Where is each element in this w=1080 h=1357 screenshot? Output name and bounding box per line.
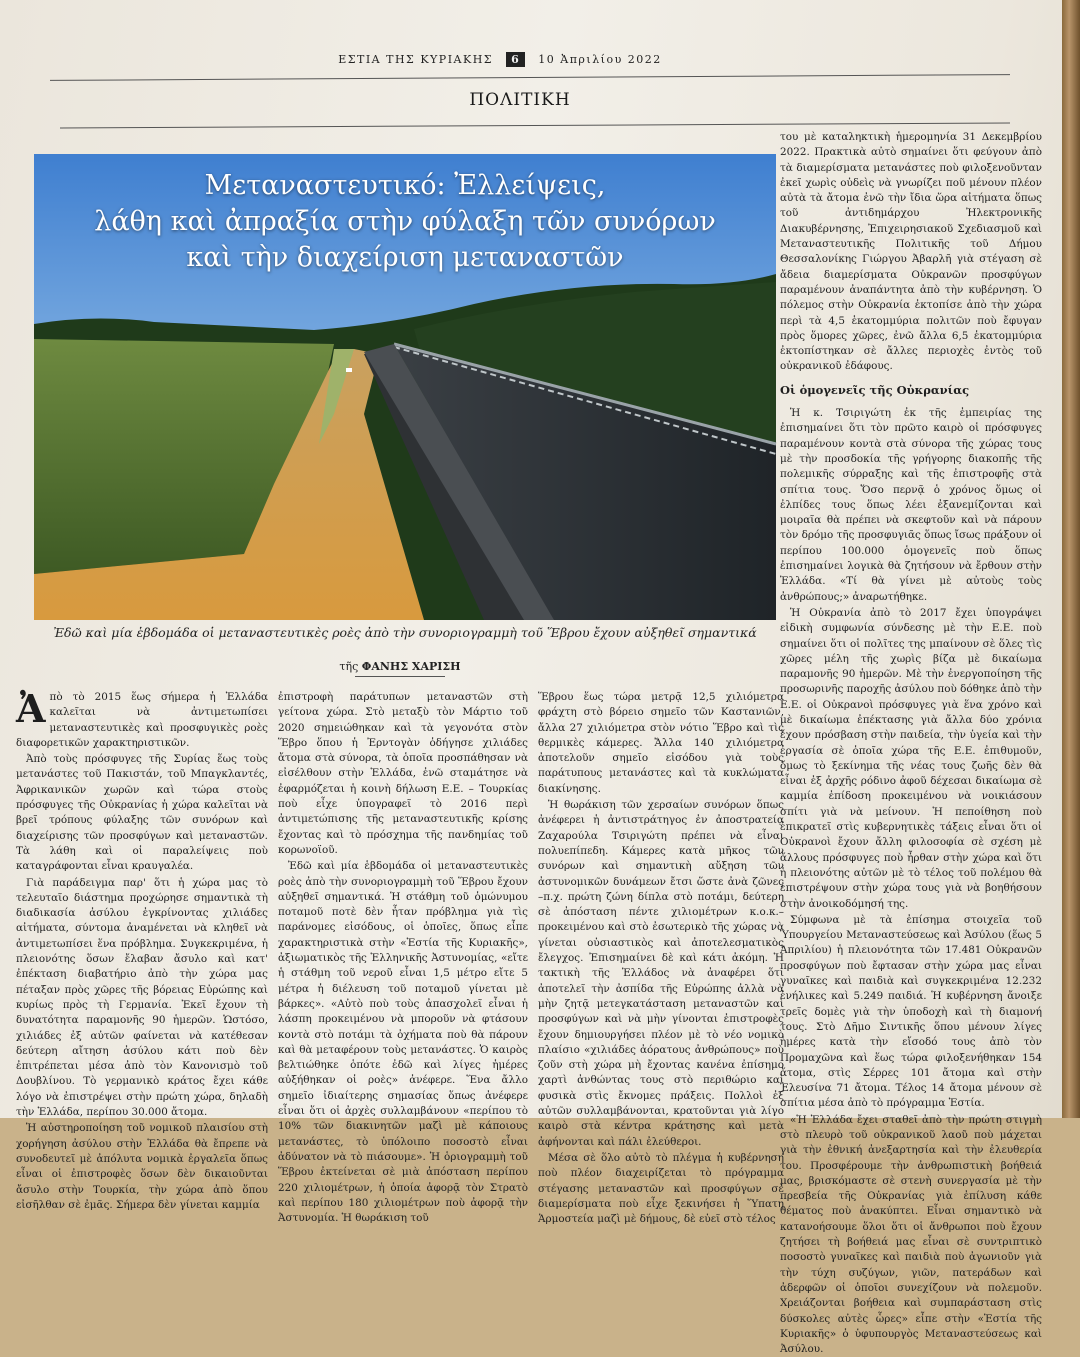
paragraph-text: πὸ τὸ 2015 ἕως σήμερα ἡ Ἑλλάδα καλεῖται νὰ ἀντιμετωπίσει μεταναστευτικὲς καὶ προσφυγικὲς ροὲς διαφορετικῶν χαρακτηριστικῶν.: [16, 691, 268, 749]
byline-rule: [355, 676, 445, 677]
headline-line-3: καὶ τὴν διαχείριση μεταναστῶν: [186, 242, 624, 273]
paragraph: Ἀπὸ τοὺς πρόσφυγες τῆς Συρίας ἕως τοὺς μετανάστες τοῦ Πακιστάν, τοῦ Μπαγκλαντές, Ἀφρικανικῶν χωρῶν καὶ τώρα στοὺς πρόσφυγες τῆς Οὐκρανίας ἡ χώρα καλεῖται νὰ βρεῖ τρόπους φύλαξης τῶν συνόρων καὶ διαχείρισης τῶν προσφύγων καὶ μεταναστῶν. Τὰ λάθη καὶ οἱ παραλείψεις ποὺ καταγράφονται εἶναι κραυγαλέα.: [16, 753, 268, 873]
subheading: Οἱ ὁμογενεῖς τῆς Οὐκρανίας: [780, 382, 970, 397]
headline-line-1: Μεταναστευτικό: Ἐλλείψεις,: [204, 170, 606, 201]
byline-author: ΦΑΝΗΣ ΧΑΡΙΣΗ: [361, 660, 461, 673]
paper-name: ΕΣΤΙΑ ΤΗΣ ΚΥΡΙΑΚΗΣ: [338, 53, 494, 66]
paragraph: Ἡ κ. Τσιριγώτη ἐκ τῆς ἐμπειρίας της ἐπισημαίνει ὅτι τὸν πρῶτο καιρὸ οἱ πρόσφυγες παραμένουν κοντὰ στὰ σύνορα τῆς χώρας τους μὲ τὴν προσδοκία τῆς γρήγορης διακοπῆς τῆς πολεμικῆς σύρραξης καὶ τῆς ἐπιστροφῆς στὰ σπίτια τους. Ὅσο περνᾷ ὁ χρόνος ὅμως οἱ ἐλπίδες τους ὅπως λέει ἐξανεμίζονται καὶ μοιραῖα θὰ πρέπει νὰ σκεφτοῦν καὶ νὰ πάρουν τὸν δρόμο τῆς προσφυγιᾶς ὅπως ἴσως πράξουν οἱ περίπου 100.000 ὁμογενεῖς ποὺ ὅπως ἐπισημαίνει λογικὰ θὰ ζητήσουν νὰ ἔρθουν στὴν Ἑλλάδα. «Τί θὰ γίνει μὲ αὐτοὺς τοὺς ἀνθρώπους;» ἀναρωτήθηκε.: [780, 407, 1042, 603]
paragraph: Σύμφωνα μὲ τὰ ἐπίσημα στοιχεῖα τοῦ Ὑπουργείου Μεταναστεύσεως καὶ Ἀσύλου (ἕως 5 Ἀπριλίου) ἡ πλειονότητα τῶν 17.481 Οὐκρανῶν προσφύγων ποὺ ἔφτασαν στὴν χώρα μας εἶναι γυναῖκες καὶ παιδιὰ καὶ συγκεκριμένα 12.232 ἐνήλικες καὶ 5.249 παιδιά. Ἡ κυβέρνηση ἄνοιξε τρεῖς δομὲς γιὰ τὴν ὑποδοχὴ καὶ τὴ διαμονή τους. Στὸ Δῆμο Σιντικῆς ὅπου μένουν λίγες ἡμέρες κατὰ τὴν εἴσοδό τους ἀπὸ τὸν Προμαχῶνα καὶ ἕως τώρα φιλοξενήθηκαν 154 ἄτομα, στὶς Σέρρες 101 ἄτομα καὶ στὴν Ἐλευσίνα 71 ἄτομα. Τέλος 14 ἄτομα μένουν σὲ σπίτια μέσα ἀπὸ τὸ πρόγραμμα Ἑστία.: [780, 913, 1042, 1110]
section-rule: [60, 123, 1010, 129]
paragraph: Ἐδῶ καὶ μία ἑβδομάδα οἱ μεταναστευτικὲς ροὲς ἀπὸ τὴν συνοριογραμμὴ τοῦ Ἕβρου ἔχουν αὐξηθεῖ σημαντικά. Ἡ στάθμη τοῦ ὁμώνυμου ποταμοῦ ποτὲ δὲν ἦταν πρόβλημα γιὰ τὶς παράνομες εἰσόδους, οἱ ὁποῖες, ὅπως εἶπε χαρακτηριστικὰ στὴν «Ἑστία τῆς Κυριακῆς», ἀξιωματικὸς τῆς Ἑλληνικῆς Ἀστυνομίας, «εἴτε ἡ στάθμη τοῦ νεροῦ εἶναι 1,5 μέτρο εἴτε 5 μέτρα ἡ διέλευση τοῦ ποταμοῦ γίνεται μὲ βάρκες». «Αὐτὸ ποὺ τοὺς ἀπασχολεῖ εἶναι ἡ λάσπη προκειμένου νὰ μποροῦν νὰ φτάσουν κοντὰ στὸ ποτάμι τὰ ὀχήματα ποὺ θὰ πάρουν καὶ θὰ μεταφέρουν τοὺς μετανάστες. Ὁ καιρὸς βελτιώθηκε ὁπότε ἐδῶ καὶ λίγες ἡμέρες αὐξήθηκαν οἱ ροὲς» ἀνέφερε. Ἕνα ἄλλο σημεῖο ἰδιαίτερης σημασίας ὅπως ἀνέφερε εἶναι ὅτι οἱ ἀρχὲς συλλαμβάνουν «περίπου τὸ 10% τῶν διακινητῶν μαζὶ μὲ κάποιους μετανάστες, τὸ ὑπόλοιπο ποσοστὸ εἶναι ἀδύνατον νὰ τὸ πιάσουμε». Ἡ ὁριογραμμὴ τοῦ Ἕβρου ἐκτείνεται σὲ μιὰ ἀπόσταση περίπου 220 χιλιομέτρων, ἡ ὁποία ἀφορᾷ τὸν Στρατὸ καὶ περίπου 180 χιλιομέτρων ποὺ ἀφορᾷ τὴν Ἀστυνομία. Ἡ θωράκιση τοῦ: [278, 860, 528, 1225]
photo-caption: Ἐδῶ καὶ μία ἑβδομάδα οἱ μεταναστευτικὲς ροὲς ἀπὸ τὴν συνοριογραμμὴ τοῦ Ἕβρου ἔχουν αὐξηθεῖ σημαντικά: [53, 625, 757, 640]
page-number: 6: [506, 52, 525, 67]
masthead: [0, 52, 1000, 67]
article-column-1: [16, 686, 268, 1211]
byline: [0, 660, 800, 673]
paragraph: [16, 686, 268, 751]
headline: [34, 168, 776, 276]
paragraph: Ἡ αὐστηροποίηση τοῦ νομικοῦ πλαισίου στὴ χορήγηση ἀσύλου στὴν Ἑλλάδα θὰ ἔπρεπε νὰ συνοδευτεῖ μὲ ἀπόλυτα νομικὰ ἐργαλεῖα ὅπως εἶναι οἱ ἐπιστροφὲς ὅσων δὲν δικαιοῦνται ἄσυλο στὴν Τουρκία, τὴν χώρα ἀπὸ ὅπου εἰσῆλθαν σὲ ἐμᾶς. Σήμερα δὲν γίνεται καμμία: [16, 1122, 268, 1211]
headline-line-2: λάθη καὶ ἀπραξία στὴν φύλαξη τῶν συνόρων: [94, 206, 716, 237]
paragraph: Μέσα σὲ ὅλο αὐτὸ τὸ πλέγμα ἡ κυβέρνηση ποὺ πλέον διαχειρίζεται τὸ πρόγραμμα στέγασης μεταναστῶν καὶ προσφύγων σὲ διαμερίσματα ποὺ εἶχε ξεκινήσει ἡ Ὕπατη Ἁρμοστεία μαζὶ μὲ δήμους, δὲ εὐεῖ στὸ τέλος: [538, 1151, 784, 1226]
article-column-3: [538, 690, 784, 1226]
paragraph: «Ἡ Ἑλλάδα ἔχει σταθεῖ ἀπὸ τὴν πρώτη στιγμὴ στὸ πλευρὸ τοῦ οὐκρανικοῦ λαοῦ ποὺ μάχεται γιὰ τὴν ἐθνική ἀνεξαρτησία καὶ τὴν ἐλευθερία του. Προσφέρουμε τὴν ἀνθρωπιστικὴ βοήθειά μας, βρισκόμαστε σὲ στενὴ συνεργασία μὲ τὴν πρεσβεία τῆς Οὐκρανίας γιὰ ἐπίλυση κάθε θέματος ποὺ ἀνακύπτει. Εἶναι σημαντικὸ νὰ κατανοήσουμε ὅλοι ὅτι οἱ ἄνθρωποι ποὺ ἔχουν ζητήσει τὴ βοήθειά μας εἶναι σὲ συντριπτικὸ ποσοστὸ γυναῖκες καὶ παιδιὰ ποὺ ἀγωνιοῦν γιὰ τὴν τύχη συζύγων, γιῶν, πατεράδων καὶ ἀδερφῶν οἱ ὁποῖοι συνεχίζουν νὰ πολεμοῦν. Χρειάζονται βοήθεια καὶ συμπαράσταση στὶς δύσκολες αὐτὲς ὧρες» εἶπε στὴν «Ἑστία τῆς Κυριακῆς» ὁ ὑφυπουργὸς Μεταναστεύσεως καὶ Ἀσύλου.: [780, 1113, 1042, 1356]
issue-date: 10 Ἀπριλίου 2022: [538, 53, 662, 66]
paragraph: Ἡ θωράκιση τῶν χερσαίων συνόρων ὅπως ἀνέφερει ἡ ἀντιστράτηγος ἐν ἀποστρατείᾳ Ζαχαρούλα Τσιριγώτη πρέπει νὰ εἶναι πολυεπίπεδη. Κάμερες κατὰ μῆκος τῶν συνόρων καὶ σημαντικὴ αὔξηση τῶν ἀστυνομικῶν δυνάμεων ἔτσι ὥστε ἀνὰ ζῶνες –π.χ. πρώτη ζώνη δίπλα στὸ ποτάμι, δεύτερη σὲ ἀπόσταση πέντε χιλιομέτρων κ.ο.κ.– προκειμένου καὶ στὸ ἐσωτερικὸ τῆς χώρας νὰ γίνεται οὐσιαστικὸς καὶ ἀποτελεσματικὸς ἔλεγχος. Ἐπισημαίνει δὲ καὶ κάτι ἀκόμη. Ἡ τακτικὴ τῆς Ἑλλάδος νὰ ἀναφέρει ὅτι ἀποτελεῖ τὴν ἀσπίδα τῆς Εὐρώπης ἀλλὰ νὰ μὴν ζητᾷ μετεγκατάσταση μεταναστῶν καὶ προσφύγων καὶ νὰ μὴν γίνονται ἐπιστροφὲς ἔχουν δημιουργήσει πλέον μὲ τὸ νέο νομικὸ πλαίσιο «χιλιάδες ἀόρατους ἀνθρώπους» ποὺ ζοῦν στὴ χώρα μὴ ἔχοντας κανένα ἐπίσημο χαρτὶ ἀνθώντας τους στὸ περιθώριο καὶ φυσικὰ στὶς ἔκνομες πράξεις. Πολλοὶ ἐξ αὐτῶν συλλαμβάνονται, κρατοῦνται γιὰ λίγο καιρὸ στὰ κέντρα κράτησης καὶ μετὰ ἀφήνονται καὶ πάλι ἐλεύθεροι.: [538, 799, 784, 1148]
drop-cap: Ἀ: [16, 686, 46, 731]
paragraph: ἐπιστροφὴ παράτυπων μεταναστῶν στὴ γείτονα χώρα. Στὸ μεταξὺ τὸν Μάρτιο τοῦ 2020 σημειώθηκαν καὶ τὰ γεγονότα στὸν Ἕβρο ὅπου ἡ Ἐρντογὰν ὁδήγησε χιλιάδες ἄτομα στὰ σύνορα, τὰ ὁποῖα προσπάθησαν νὰ εἰσέλθουν στὴν Ἑλλάδα, ἐνῶ σταμάτησε νὰ ἐφαρμόζεται ἡ κοινὴ δήλωση Ε.Ε. – Τουρκίας ποὺ εἶχε ὑπογραφεῖ τὸ 2016 περὶ ἀντιμετώπισης τῆς μεταναστευτικῆς κρίσης ἔχοντας καὶ τὸ πρόσχημα τῆς πανδημίας τοῦ κορωνοϊοῦ.: [278, 691, 528, 856]
page-edge: [1062, 0, 1080, 1118]
masthead-rule: [50, 74, 1010, 81]
byline-prefix: τῆς: [339, 660, 359, 673]
section-title: ΠΟΛΙΤΙΚΗ: [469, 90, 571, 110]
paragraph: του μὲ καταληκτικὴ ἡμερομηνία 31 Δεκεμβρίου 2022. Πρακτικὰ αὐτὸ σημαίνει ὅτι φεύγουν ἀπὸ τὰ διαμερίσματα μετανάστες ποὺ φιλοξενοῦνταν ἐκεῖ χωρὶς οὐδεὶς νὰ γνωρίζει ποῦ μένουν πλέον αὐτὰ τὰ ἄτομα ἐνῶ τὴν ἴδια ὥρα αἰτήματα ὅπως τοῦ ἀντιδημάρχου Ἠλεκτρονικῆς Διακυβέρνησης, Ἐπιχειρησιακοῦ Σχεδιασμοῦ καὶ Μεταναστευτικῆς Πολιτικῆς τοῦ Δήμου Θεσσαλονίκης Γιώργου Ἀβαρλῆ γιὰ στέγαση σὲ ἄδεια διαμερίσματα Οὐκρανῶν προσφύγων παραμένουν ἀναπάντητα ἀπὸ τὴν κυβέρνηση. Ὁ πόλεμος στὴν Οὐκρανία ἐκτοπίσε ἀπὸ τὴν χώρα περὶ τὰ 4,5 ἑκατομμύρια πολιτῶν ποὺ ἔφυγαν πρὸς ὅμορες χῶρες, ἐνῶ ἄλλα 6,5 ἑκατομμύρια ἐκτοπίστηκαν σὲ ἄλλες περιοχὲς ἐντὸς τοῦ οὐκρανικοῦ ἐδάφους.: [780, 131, 1042, 373]
article-column-4: [780, 130, 1042, 1356]
paragraph: Ἡ Οὐκρανία ἀπὸ τὸ 2017 ἔχει ὑπογράψει εἰδικὴ συμφωνία σύνδεσης μὲ τὴν Ε.Ε. ποὺ σημαίνει ὅτι οἱ πολῖτες της μπαίνουν σὲ ὅλες τὶς χῶρες μέλη τῆς χωρὶς βίζα μὲ δικαίωμα παραμονῆς 90 ἡμερῶν. Μὲ τὴν ἐνεργοποίηση τῆς προσωρινῆς παροχῆς ἀσύλου ποὺ δόθηκε ἀπὸ τὴν Ε.Ε. οἱ Οὐκρανοὶ πρόσφυγες γιὰ ἕνα χρόνο καὶ μὲ δικαίωμα ἐπέκτασης γιὰ ἄλλα δύο χρόνια ἔχουν πρόσβαση στὴν παιδεία, τὴν ὑγεία καὶ τὴν ἐργασία σὲ ὁποῖα χώρα τῆς Ε.Ε. ἐπιθυμοῦν, ὅμως τὸ ξεκίνημα τῆς νέας τους ζωῆς δὲν θὰ εἶναι ἐξ ἀρχῆς ρόδινο ἀφοῦ δέχεσαι δικαίωμα σὲ καμμία ἐπίδοση προκειμένου νὰ νοικιάσουν σπίτι γιὰ νὰ μείνουν. Ἡ πεποίθηση ποὺ ἐπικρατεῖ στὶς κυβερνητικὲς τάξεις εἶναι ὅτι οἱ Οὐκρανοὶ ἔχουν ἄλλη φιλοσοφία σὲ σχέση μὲ ἄλλους πρόσφυγες ποὺ ἦρθαν στὴν χώρα καὶ ὅτι ἡ πλειονότης αὐτῶν μὲ τὸ τέλος τοῦ πολέμου θὰ ἐπιστρέψουν στὴν χώρα τους γιὰ νὰ βοηθήσουν στὴν ἀνοικοδόμησή της.: [780, 606, 1042, 910]
article-column-2: [278, 690, 528, 1225]
paragraph: Ἕβρου ἕως τώρα μετρᾷ 12,5 χιλιόμετρα φράχτη στὸ βόρειο σημεῖο τῶν Καστανιῶν, ἄλλα 27 χιλιόμετρα στὸν νότιο Ἕβρο καὶ τὶς θερμικὲς κάμερες. Ἄλλα 140 χιλιόμετρα ἀποτελοῦν σημεῖο εἰσόδου γιὰ τοὺς παράτυπους μετανάστες καὶ τὰ κυκλώματα διακίνησης.: [538, 691, 784, 795]
paragraph: Γιὰ παράδειγμα παρ' ὅτι ἡ χώρα μας τὸ τελευταῖο διάστημα προχώρησε σημαντικὰ τὴ διαδικασία ἀσύλου ἐγκρίνοντας χιλιάδες αἰτήματα, σύντομα ἀναμένεται νὰ κληθεῖ νὰ ἀντιμετωπίσει ἕνα πρόβλημα. Συγκεκριμένα, ἡ πλειονότης ὅσων ἔλαβαν ἄσυλο καὶ κατ' ἐπέκταση διαβατήριο ἀπὸ τὴν χώρα μας πέταξαν πρὸς χῶρες τῆς βόρειας Εὐρώπης καὶ κυρίως πρὸς τὴ Γερμανία. Ἐκεῖ ἔχουν τὴ δυνατότητα παραμονῆς 90 ἡμερῶν. Ὡστόσο, χιλιάδες ἐξ αὐτῶν φαίνεται νὰ κατέθεσαν δεύτερη αἴτηση ἀσύλου κάτι ποὺ δὲν ἐπιτρέπεται μέσα ἀπὸ τὸν Κανονισμὸ τοῦ Δουβλίνου. Τὸ γερμανικὸ κράτος ἔχει κάθε λόγο νὰ ἐπιστρέψει στὴν πρώτη χώρα, δηλαδὴ τὴν Ἑλλάδα, περίπου 30.000 ἄτομα.: [16, 876, 268, 1119]
